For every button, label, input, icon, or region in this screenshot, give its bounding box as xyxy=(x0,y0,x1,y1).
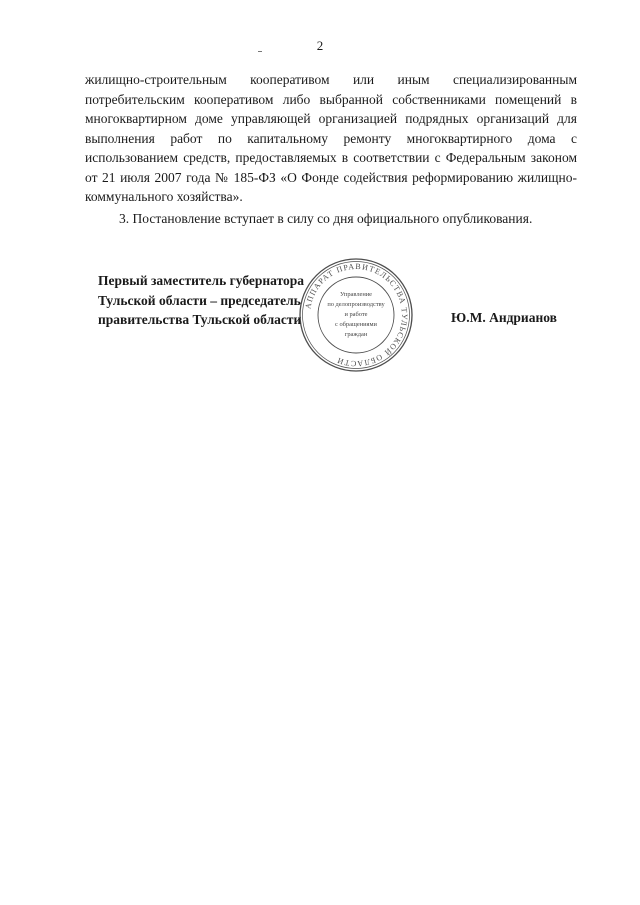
signatory-position-line-1: Первый заместитель губернатора xyxy=(98,273,305,288)
stamp-center-line-2: по делопроизводству xyxy=(327,301,385,308)
signatory-position-line-3: правительства Тульской области xyxy=(98,312,302,327)
official-stamp xyxy=(297,256,415,374)
stamp-center-line-3: и работе xyxy=(344,311,368,318)
stamp-ring-text: АППАРАТ ПРАВИТЕЛЬСТВА ТУЛЬСКОЙ ОБЛАСТИ xyxy=(303,261,410,369)
item-3: 3. Постановление вступает в силу со дня официального опубликования. xyxy=(119,210,533,226)
scan-speck xyxy=(258,51,262,52)
signatory-name: Ю.М. Андрианов xyxy=(451,310,557,325)
stamp-center-line-5: граждан xyxy=(344,331,368,338)
stamp-center-line-4: с обращениями xyxy=(335,321,377,328)
paragraph-continuation: жилищно-строительным кооперативом или иным специализированным потребительским кооперативом либо выбранной собственниками помещений в многоквартирном доме управляющей организацией подрядных организаций для выполнения работ по капитальному ремонту многоквартирного дома с использованием средств, предоставляемых в соответствии с Федеральным законом от 21 июля 2007 года № 185-ФЗ «О Фонде содействия реформированию жилищно-коммунального хозяйства». xyxy=(85,72,577,204)
page-number: 2 xyxy=(316,38,324,53)
document-body xyxy=(85,70,577,228)
stamp-center-line-1: Управление xyxy=(339,291,373,298)
signatory-position-line-2: Тульской области – председатель xyxy=(98,292,301,308)
